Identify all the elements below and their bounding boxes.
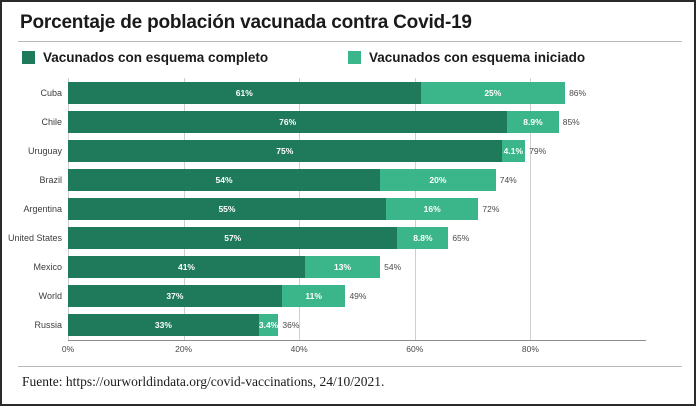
category-label: United States	[7, 233, 62, 244]
bar-segment-complete	[68, 198, 386, 220]
category-label: Russia	[34, 320, 62, 331]
category-label: Cuba	[40, 87, 62, 98]
bar-row	[2, 285, 694, 307]
category-label: Mexico	[33, 262, 62, 273]
bar-total-label: 65%	[452, 233, 470, 244]
x-tick-label: 0%	[61, 344, 75, 354]
page-title: Porcentaje de población vacunada contra Covid-19	[20, 12, 472, 33]
bar-value-complete: 76%	[279, 116, 297, 127]
bar-total-label: 36%	[282, 320, 300, 331]
bar-segment-complete	[68, 256, 305, 278]
bar-row	[2, 82, 694, 104]
bar-total-label: 85%	[562, 116, 580, 127]
bar-segment-complete	[68, 82, 421, 104]
bar-value-complete: 33%	[154, 320, 172, 331]
legend-swatch-started	[348, 51, 361, 64]
bar-value-complete: 41%	[177, 262, 195, 273]
bar-value-started: 3.4%	[258, 320, 279, 331]
bar-value-complete: 61%	[235, 87, 253, 98]
bar-value-started: 20%	[429, 174, 447, 185]
x-tick-label: 80%	[521, 344, 539, 354]
legend-label-started: Vacunados con esquema iniciado	[369, 50, 586, 65]
bar-segment-started	[421, 82, 566, 104]
bar-segment-started	[386, 198, 478, 220]
bar-value-started: 4.1%	[503, 145, 524, 156]
bar-total-label: 72%	[482, 204, 500, 214]
bar-total-label: 79%	[529, 145, 547, 156]
x-tick-label: 60%	[406, 344, 424, 354]
bar-row	[2, 111, 694, 133]
x-tick-label: 20%	[175, 344, 193, 354]
bar-value-started: 8.9%	[523, 116, 543, 127]
bar-segment-complete	[68, 169, 380, 191]
bar-value-started: 8.8%	[413, 233, 433, 244]
bar-segment-started	[507, 111, 558, 133]
bar-segment-complete	[68, 111, 507, 133]
category-label: World	[38, 291, 62, 302]
source-caption: Fuente: https://ourworldindata.org/covid-vaccinations, 24/10/2021.	[22, 374, 385, 389]
bar-total-label: 54%	[384, 262, 402, 273]
bar-row	[2, 169, 694, 191]
legend-item-complete	[22, 50, 268, 65]
chart-plot-area	[2, 74, 694, 356]
category-label: Chile	[41, 116, 62, 127]
bar-segment-started	[380, 169, 496, 191]
bar-total-label: 86%	[569, 87, 587, 98]
title-divider	[18, 41, 682, 42]
bar-value-complete: 54%	[215, 174, 233, 185]
bar-value-complete: 37%	[166, 291, 184, 302]
bar-row	[2, 314, 694, 336]
bar-row	[2, 227, 694, 249]
bar-segment-started	[397, 227, 448, 249]
x-tick-label: 40%	[290, 344, 308, 354]
bar-segment-started	[305, 256, 380, 278]
category-label: Argentina	[23, 204, 62, 214]
bar-value-started: 13%	[334, 262, 352, 273]
bar-row	[2, 140, 694, 162]
bar-total-label: 49%	[349, 291, 367, 302]
category-label: Brazil	[39, 174, 62, 185]
bar-segment-complete	[68, 285, 282, 307]
bar-segment-started	[259, 314, 279, 336]
bar-value-complete: 57%	[224, 233, 242, 244]
bar-segment-complete	[68, 227, 397, 249]
bar-total-label: 74%	[499, 174, 517, 185]
bar-segment-complete	[68, 140, 502, 162]
bar-value-started: 16%	[423, 204, 441, 214]
category-label: Uruguay	[27, 145, 62, 156]
chart-legend	[18, 48, 682, 72]
bar-row	[2, 198, 694, 220]
legend-label-complete: Vacunados con esquema completo	[43, 50, 269, 65]
bar-value-complete: 55%	[218, 204, 236, 214]
bar-value-complete: 75%	[276, 145, 294, 156]
source-divider	[18, 366, 682, 367]
bar-segment-complete	[68, 314, 259, 336]
bar-segment-started	[502, 140, 526, 162]
bar-value-started: 11%	[305, 291, 322, 302]
bar-segment-started	[282, 285, 346, 307]
legend-swatch-complete	[22, 51, 35, 64]
bar-value-started: 25%	[484, 87, 502, 98]
bar-row	[2, 256, 694, 278]
x-axis-line	[68, 340, 646, 341]
legend-item-started	[348, 50, 585, 65]
